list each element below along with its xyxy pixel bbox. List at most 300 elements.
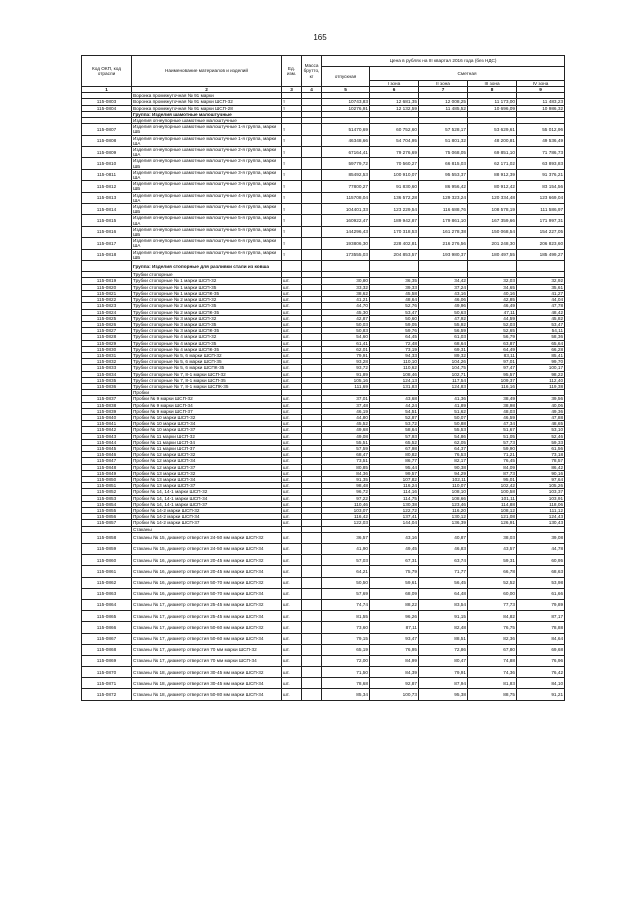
cell-otpusk: 73,60 — [322, 622, 370, 633]
cell-unit: т — [282, 124, 302, 135]
table-row — [82, 566, 565, 577]
cell-zone-1: 116,24 — [370, 483, 419, 489]
cell-zone-2: 104,75 — [419, 365, 468, 371]
cell-otpusk: 44,80 — [322, 414, 370, 420]
cell-otpusk: 116,42 — [322, 514, 370, 520]
cell-zone-3: 167 359,66 — [468, 215, 517, 226]
cell-zone-2: 110,07 — [419, 483, 468, 489]
cell-zone-2: 64,48 — [419, 588, 468, 599]
cell-zone-3: 87,73 — [468, 470, 517, 476]
cell-name: Трубки стопорные № 3 марки ШСП-35 — [132, 321, 282, 327]
cell-name: Изделия огнеупорные шамотные малоштучные 4-я группа, марки ША — [132, 192, 282, 203]
cell-code: 115-0869 — [82, 655, 132, 666]
cell-zone-2: 46,83 — [419, 544, 468, 555]
cell-mass — [302, 532, 322, 543]
cell-otpusk: 64,21 — [322, 566, 370, 577]
cell-zone-4: 76,42 — [517, 667, 565, 678]
cell-zone-1: 12 681,35 — [370, 99, 419, 105]
cell-mass — [302, 599, 322, 610]
cell-name: Изделия огнеупорные шамотные малоштучные — [132, 118, 282, 124]
cell-name: Пробки — [132, 390, 282, 396]
cell-unit: шт. — [282, 508, 302, 514]
cell-zone-1: 100,73 — [370, 689, 419, 700]
cell-unit: т — [282, 105, 302, 111]
cell-name: Группа: Изделия шамотные малоштучные — [132, 111, 282, 117]
cell-zone-3: 77,73 — [468, 599, 517, 610]
cell-code: 115-0843 — [82, 433, 132, 439]
table-row — [82, 622, 565, 633]
cell-code: 115-0830 — [82, 346, 132, 352]
cell-otpusk: 37,01 — [322, 396, 370, 402]
cell-code: 115-0855 — [82, 508, 132, 514]
cell-zone-2: 108,10 — [419, 489, 468, 495]
cell-mass — [302, 622, 322, 633]
cell-code: 115-0850 — [82, 476, 132, 482]
cell-zone-3: 62 171,02 — [468, 158, 517, 169]
cell-name: Трубки стопорные № 2 марки ШСП-32 — [132, 297, 282, 303]
cell-zone-2: 117,54 — [419, 377, 468, 383]
cell-zone-2 — [419, 261, 468, 272]
cell-zone-2: 89,32 — [419, 352, 468, 358]
cell-mass — [302, 588, 322, 599]
cell-zone-2: 95 553,37 — [419, 169, 468, 180]
cell-name: Группа: Изделия стопорные для разливки стали из ковша — [132, 261, 282, 272]
cell-zone-3: 40,16 — [468, 290, 517, 296]
table-row — [82, 181, 565, 192]
cell-code: 115-0839 — [82, 408, 132, 414]
cell-zone-1: 170 318,53 — [370, 226, 419, 237]
cell-zone-1: 48,64 — [370, 297, 419, 303]
cell-zone-3: 67,80 — [468, 644, 517, 655]
cell-unit — [282, 261, 302, 272]
cell-zone-1: 53,72 — [370, 421, 419, 427]
cell-zone-1: 59,61 — [370, 577, 419, 588]
cell-otpusk: 49,08 — [322, 433, 370, 439]
cell-code: 115-0826 — [82, 321, 132, 327]
cell-zone-4: 48,42 — [517, 309, 565, 315]
table-row — [82, 249, 565, 260]
cell-mass — [302, 261, 322, 272]
cell-unit: шт. — [282, 303, 302, 309]
cell-name: Изделия огнеупорные шамотные малоштучные 3-я группа, марки ША — [132, 169, 282, 180]
cell-zone-4: 53,98 — [517, 577, 565, 588]
cell-unit: шт. — [282, 458, 302, 464]
cell-zone-2: 51 801,32 — [419, 135, 468, 146]
cell-name: Трубки стопорные № 4 марки ШСПК-35 — [132, 346, 282, 352]
cell-zone-4: 69,68 — [517, 644, 565, 655]
cell-name: Трубки стопорные № 4 марки ШСП-35 — [132, 340, 282, 346]
cell-unit: шт. — [282, 321, 302, 327]
cell-mass — [302, 238, 322, 249]
cell-unit: шт. — [282, 439, 302, 445]
cell-zone-3: 63,87 — [468, 340, 517, 346]
cell-zone-1 — [370, 261, 419, 272]
cell-zone-2: 91,15 — [419, 611, 468, 622]
cell-name: Трубки стопорные № 5, 6 марки ШСП-35 — [132, 359, 282, 365]
cell-zone-1: 144,04 — [370, 520, 419, 526]
cell-otpusk: 173555,03 — [322, 249, 370, 260]
cell-name: Трубки стопорные № 1 марки ШСП-32 — [132, 278, 282, 284]
col-number: 3 — [282, 87, 302, 93]
cell-mass — [302, 215, 322, 226]
cell-zone-3: 81,83 — [468, 678, 517, 689]
cell-zone-4: 154 227,05 — [517, 226, 565, 237]
cell-zone-1: 204 853,57 — [370, 249, 419, 260]
cell-zone-1: 45,58 — [370, 290, 419, 296]
cell-mass — [302, 147, 322, 158]
cell-otpusk: 77800,27 — [322, 181, 370, 192]
cell-otpusk: 57,59 — [322, 445, 370, 451]
cell-zone-2: 193 980,37 — [419, 249, 468, 260]
cell-zone-4: 111 586,97 — [517, 204, 565, 215]
cell-zone-2: 41,36 — [419, 396, 468, 402]
cell-unit: шт. — [282, 520, 302, 526]
table-row — [82, 555, 565, 566]
cell-zone-3: 97,47 — [468, 365, 517, 371]
cell-otpusk: 49,68 — [322, 427, 370, 433]
cell-unit: шт. — [282, 611, 302, 622]
cell-zone-3: 201 248,30 — [468, 238, 517, 249]
cell-zone-1: 49,45 — [370, 544, 419, 555]
cell-zone-2: 61,03 — [419, 334, 468, 340]
cell-name: Трубки стопорные № 5, 6 марки ШСП-32 — [132, 352, 282, 358]
cell-zone-4: 91,21 — [517, 689, 565, 700]
cell-zone-1: 99,57 — [370, 470, 419, 476]
cell-zone-4: 58,36 — [517, 334, 565, 340]
cell-name: Пробки № 14-2 марки ШСП-32 — [132, 508, 282, 514]
cell-otpusk: 74,74 — [322, 599, 370, 610]
cell-zone-4: 59,33 — [517, 439, 565, 445]
cell-otpusk: 46,19 — [322, 408, 370, 414]
cell-code: 115-0829 — [82, 340, 132, 346]
cell-zone-1: 50,60 — [370, 315, 419, 321]
cell-zone-2: 95,38 — [419, 689, 468, 700]
col-number: 4 — [302, 87, 322, 93]
cell-zone-1: 87,11 — [370, 622, 419, 633]
table-body — [82, 93, 565, 700]
table-row — [82, 204, 565, 215]
cell-name: Пробки № 12 марки ШСП-37 — [132, 464, 282, 470]
cell-zone-2: 12 008,25 — [419, 99, 468, 105]
cell-zone-4: 53,10 — [517, 427, 565, 433]
cell-zone-2: 124,83 — [419, 383, 468, 389]
cell-zone-1: 114,16 — [370, 489, 419, 495]
cell-unit: шт. — [282, 334, 302, 340]
cell-zone-4: 206 823,60 — [517, 238, 565, 249]
cell-code: 115-0853 — [82, 495, 132, 501]
cell-zone-3: 71,21 — [468, 452, 517, 458]
cell-zone-1: 88,22 — [370, 599, 419, 610]
cell-zone-1: 60 752,60 — [370, 124, 419, 135]
table-row — [82, 544, 565, 555]
cell-zone-4: 47,88 — [517, 414, 565, 420]
cell-zone-1: 53,47 — [370, 309, 419, 315]
cell-zone-2: 50,63 — [419, 309, 468, 315]
cell-zone-2: 116,20 — [419, 508, 468, 514]
header-zone-1: I зона — [370, 80, 419, 86]
cell-code: 115-0844 — [82, 439, 132, 445]
cell-zone-1: 136 572,28 — [370, 192, 419, 203]
cell-zone-4: 63 893,83 — [517, 158, 565, 169]
cell-unit: шт. — [282, 678, 302, 689]
cell-code: 115-0832 — [82, 359, 132, 365]
cell-zone-4: 32,92 — [517, 278, 565, 284]
cell-zone-1: 189 942,87 — [370, 215, 419, 226]
cell-zone-4: 48,65 — [517, 421, 565, 427]
header-name: Наименование материалов и изделий — [132, 56, 282, 87]
cell-mass — [302, 204, 322, 215]
cell-zone-2: 47,92 — [419, 315, 468, 321]
cell-name: Изделия огнеупорные шамотные малоштучные 6-я группа, марки ШБ — [132, 249, 282, 260]
cell-otpusk: 85492,53 — [322, 169, 370, 180]
cell-mass — [302, 655, 322, 666]
cell-zone-3: 51,05 — [468, 433, 517, 439]
cell-zone-3: 34,65 — [468, 284, 517, 290]
cell-zone-1: 95,44 — [370, 464, 419, 470]
cell-unit: шт. — [282, 421, 302, 427]
cell-zone-4: 53,47 — [517, 321, 565, 327]
cell-zone-3: 60,00 — [468, 588, 517, 599]
cell-zone-2: 104,26 — [419, 359, 468, 365]
cell-zone-2: 54,86 — [419, 433, 468, 439]
col-number: 5 — [322, 87, 370, 93]
cell-code: 115-0803 — [82, 99, 132, 105]
cell-mass — [302, 566, 322, 577]
cell-name: Трубки стопорные № 2 марки ШСПК-35 — [132, 309, 282, 315]
cell-unit: т — [282, 169, 302, 180]
cell-zone-1: 52,87 — [370, 414, 419, 420]
cell-otpusk: 61,41 — [322, 340, 370, 346]
cell-name: Стаканы № 18, диаметр отверстия 50-80 мм марки ШСП-34 — [132, 689, 282, 700]
cell-otpusk: 160922,47 — [322, 215, 370, 226]
cell-zone-2: 179 861,10 — [419, 215, 468, 226]
cell-name: Трубки стопорные № 3 марки ШСП-32 — [132, 315, 282, 321]
cell-unit: шт. — [282, 383, 302, 389]
cell-zone-4: 76,96 — [517, 655, 565, 666]
table-row — [82, 633, 565, 644]
cell-otpusk: 144296,43 — [322, 226, 370, 237]
cell-otpusk: 73,51 — [322, 458, 370, 464]
cell-name: Изделия огнеупорные шамотные малоштучные 2-я группа, марки ШБ — [132, 158, 282, 169]
col-number: 9 — [517, 87, 565, 93]
cell-name: Пробки № 13 марки ШСП-37 — [132, 483, 282, 489]
cell-zone-4: 11 483,23 — [517, 99, 565, 105]
col-number: 2 — [132, 87, 282, 93]
col-number: 8 — [468, 87, 517, 93]
cell-otpusk: 44,70 — [322, 303, 370, 309]
cell-otpusk: 84,36 — [322, 470, 370, 476]
cell-zone-1: 43,68 — [370, 396, 419, 402]
cell-zone-2: 216 276,56 — [419, 238, 468, 249]
cell-code: 115-0849 — [82, 470, 132, 476]
cell-zone-1: 84,99 — [370, 655, 419, 666]
cell-unit: шт. — [282, 377, 302, 383]
table-row — [82, 124, 565, 135]
table-row — [82, 588, 565, 599]
cell-zone-2: 76,53 — [419, 452, 468, 458]
cell-unit: шт. — [282, 476, 302, 482]
cell-zone-3 — [468, 261, 517, 272]
cell-zone-1: 92,87 — [370, 678, 419, 689]
cell-code: 115-0807 — [82, 124, 132, 135]
header-unit: Ед. изм. — [282, 56, 302, 87]
cell-zone-2: 34,42 — [419, 278, 468, 284]
cell-zone-1: 58,64 — [370, 427, 419, 433]
cell-zone-3: 74,88 — [468, 655, 517, 666]
cell-zone-4: 105,26 — [517, 483, 565, 489]
cell-otpusk: 57,69 — [322, 588, 370, 599]
cell-name: Пробки № 10 марки ШСП-37 — [132, 427, 282, 433]
cell-otpusk: 111,69 — [322, 383, 370, 389]
cell-unit: шт. — [282, 633, 302, 644]
cell-zone-4: 41,27 — [517, 290, 565, 296]
cell-unit: шт. — [282, 427, 302, 433]
cell-zone-1: 59,05 — [370, 321, 419, 327]
cell-zone-4: 78,88 — [517, 622, 565, 633]
cell-zone-1: 108,46 — [370, 371, 419, 377]
cell-unit: т — [282, 147, 302, 158]
cell-otpusk: 81,55 — [322, 611, 370, 622]
cell-otpusk: 45,52 — [322, 421, 370, 427]
cell-unit: шт. — [282, 297, 302, 303]
cell-otpusk: 96,72 — [322, 489, 370, 495]
table-row — [82, 192, 565, 203]
cell-code: 115-0816 — [82, 226, 132, 237]
cell-zone-4: 61,66 — [517, 588, 565, 599]
cell-zone-3: 76,75 — [468, 622, 517, 633]
cell-zone-4: 90,16 — [517, 470, 565, 476]
cell-otpusk: 41,90 — [322, 544, 370, 555]
cell-zone-3: 59,90 — [468, 445, 517, 451]
cell-otpusk: 80,85 — [322, 464, 370, 470]
cell-unit: шт. — [282, 284, 302, 290]
cell-zone-3: 51,67 — [468, 427, 517, 433]
col-number: 7 — [419, 87, 468, 93]
cell-zone-3: 101,11 — [468, 495, 517, 501]
cell-mass — [302, 226, 322, 237]
cell-zone-2: 116 688,76 — [419, 204, 468, 215]
cell-zone-2: 64,37 — [419, 445, 468, 451]
cell-code: 115-0808 — [82, 135, 132, 146]
cell-unit: шт. — [282, 599, 302, 610]
cell-name: Пробки № 10 марки ШСП-32 — [132, 414, 282, 420]
cell-name: Пробки № 11 марки ШСП-37 — [132, 445, 282, 451]
cell-otpusk: 72,00 — [322, 655, 370, 666]
cell-zone-4: 66,28 — [517, 346, 565, 352]
cell-zone-4: 40,06 — [517, 402, 565, 408]
cell-zone-1: 110,62 — [370, 365, 419, 371]
cell-name: Стаканы — [132, 526, 282, 532]
cell-code: 115-0837 — [82, 396, 132, 402]
cell-zone-2: 56,59 — [419, 328, 468, 334]
cell-zone-1: 107,82 — [370, 476, 419, 482]
cell-zone-3: 180 497,55 — [468, 249, 517, 260]
cell-name: Пробки № 13 марки ШСП-32 — [132, 470, 282, 476]
table-row — [82, 689, 565, 700]
cell-code: 115-0859 — [82, 544, 132, 555]
cell-zone-2: 161 278,38 — [419, 226, 468, 237]
cell-name: Изделия огнеупорные шамотные малоштучные 6-я группа, марки ША — [132, 238, 282, 249]
cell-code: 115-0842 — [82, 427, 132, 433]
cell-zone-3: 10 696,09 — [468, 105, 517, 111]
cell-zone-4: 91 376,21 — [517, 169, 565, 180]
cell-name: Пробки № 12 марки ШСП-32 — [132, 452, 282, 458]
cell-zone-4: 79,89 — [517, 599, 565, 610]
cell-otpusk: 62,01 — [322, 346, 370, 352]
cell-unit: т — [282, 158, 302, 169]
cell-zone-1: 79 276,69 — [370, 147, 419, 158]
cell-mass — [302, 689, 322, 700]
cell-zone-1: 64,45 — [370, 334, 419, 340]
cell-zone-1: 68,09 — [370, 588, 419, 599]
cell-code: 115-0860 — [82, 555, 132, 566]
cell-zone-4: 111,12 — [517, 508, 565, 514]
cell-zone-2: 11 485,52 — [419, 105, 468, 111]
cell-code: 115-0871 — [82, 678, 132, 689]
cell-zone-4: 112,40 — [517, 377, 565, 383]
cell-zone-3: 126,91 — [468, 520, 517, 526]
cell-zone-3: 120 334,48 — [468, 192, 517, 203]
cell-zone-1: 39,33 — [370, 284, 419, 290]
cell-mass — [302, 577, 322, 588]
cell-zone-2: 49,96 — [419, 303, 468, 309]
cell-zone-3: 46,49 — [468, 303, 517, 309]
cell-otpusk: 57,03 — [322, 555, 370, 566]
cell-code: 115-0818 — [82, 249, 132, 260]
cell-zone-3: 47,34 — [468, 421, 517, 427]
cell-otpusk: 10276,91 — [322, 105, 370, 111]
table-row — [82, 135, 565, 146]
table-row — [82, 655, 565, 666]
header-zone-4: IV зона — [517, 80, 565, 86]
cell-name: Трубки стопорные № 5, 6 марки ШСПК-35 — [132, 365, 282, 371]
cell-zone-3: 48 200,81 — [468, 135, 517, 146]
header-smetnaya: Сметная — [370, 67, 565, 81]
cell-code: 115-0835 — [82, 377, 132, 383]
cell-zone-2: 75 068,05 — [419, 147, 468, 158]
cell-zone-4: 84,64 — [517, 633, 565, 644]
cell-unit: шт. — [282, 346, 302, 352]
cell-zone-3: 52,65 — [468, 328, 517, 334]
cell-zone-4: 65,64 — [517, 340, 565, 346]
cell-mass — [302, 192, 322, 203]
cell-unit: шт. — [282, 532, 302, 543]
cell-zone-1: 65,52 — [370, 439, 419, 445]
cell-zone-3: 95,57 — [468, 371, 517, 377]
cell-unit: шт. — [282, 309, 302, 315]
cell-mass — [302, 678, 322, 689]
table-row — [82, 147, 565, 158]
cell-code — [82, 261, 132, 272]
cell-unit: т — [282, 99, 302, 105]
cell-zone-2: 40,87 — [419, 532, 468, 543]
cell-unit: шт. — [282, 622, 302, 633]
cell-unit: т — [282, 135, 302, 146]
cell-unit: шт. — [282, 359, 302, 365]
cell-zone-4: 71 786,73 — [517, 147, 565, 158]
cell-unit: шт. — [282, 340, 302, 346]
cell-zone-3: 84,09 — [468, 464, 517, 470]
cell-otpusk: 91,89 — [322, 371, 370, 377]
cell-name: Стаканы № 18, диаметр отверстия 30-45 мм марки ШСП-32 — [132, 667, 282, 678]
cell-zone-3: 46,59 — [468, 414, 517, 420]
cell-name: Пробки № 10 марки ШСП-34 — [132, 421, 282, 427]
cell-zone-1: 228 402,81 — [370, 238, 419, 249]
cell-mass — [302, 169, 322, 180]
cell-zone-3: 57,73 — [468, 439, 517, 445]
cell-code: 115-0838 — [82, 402, 132, 408]
cell-otpusk: 110,46 — [322, 501, 370, 507]
